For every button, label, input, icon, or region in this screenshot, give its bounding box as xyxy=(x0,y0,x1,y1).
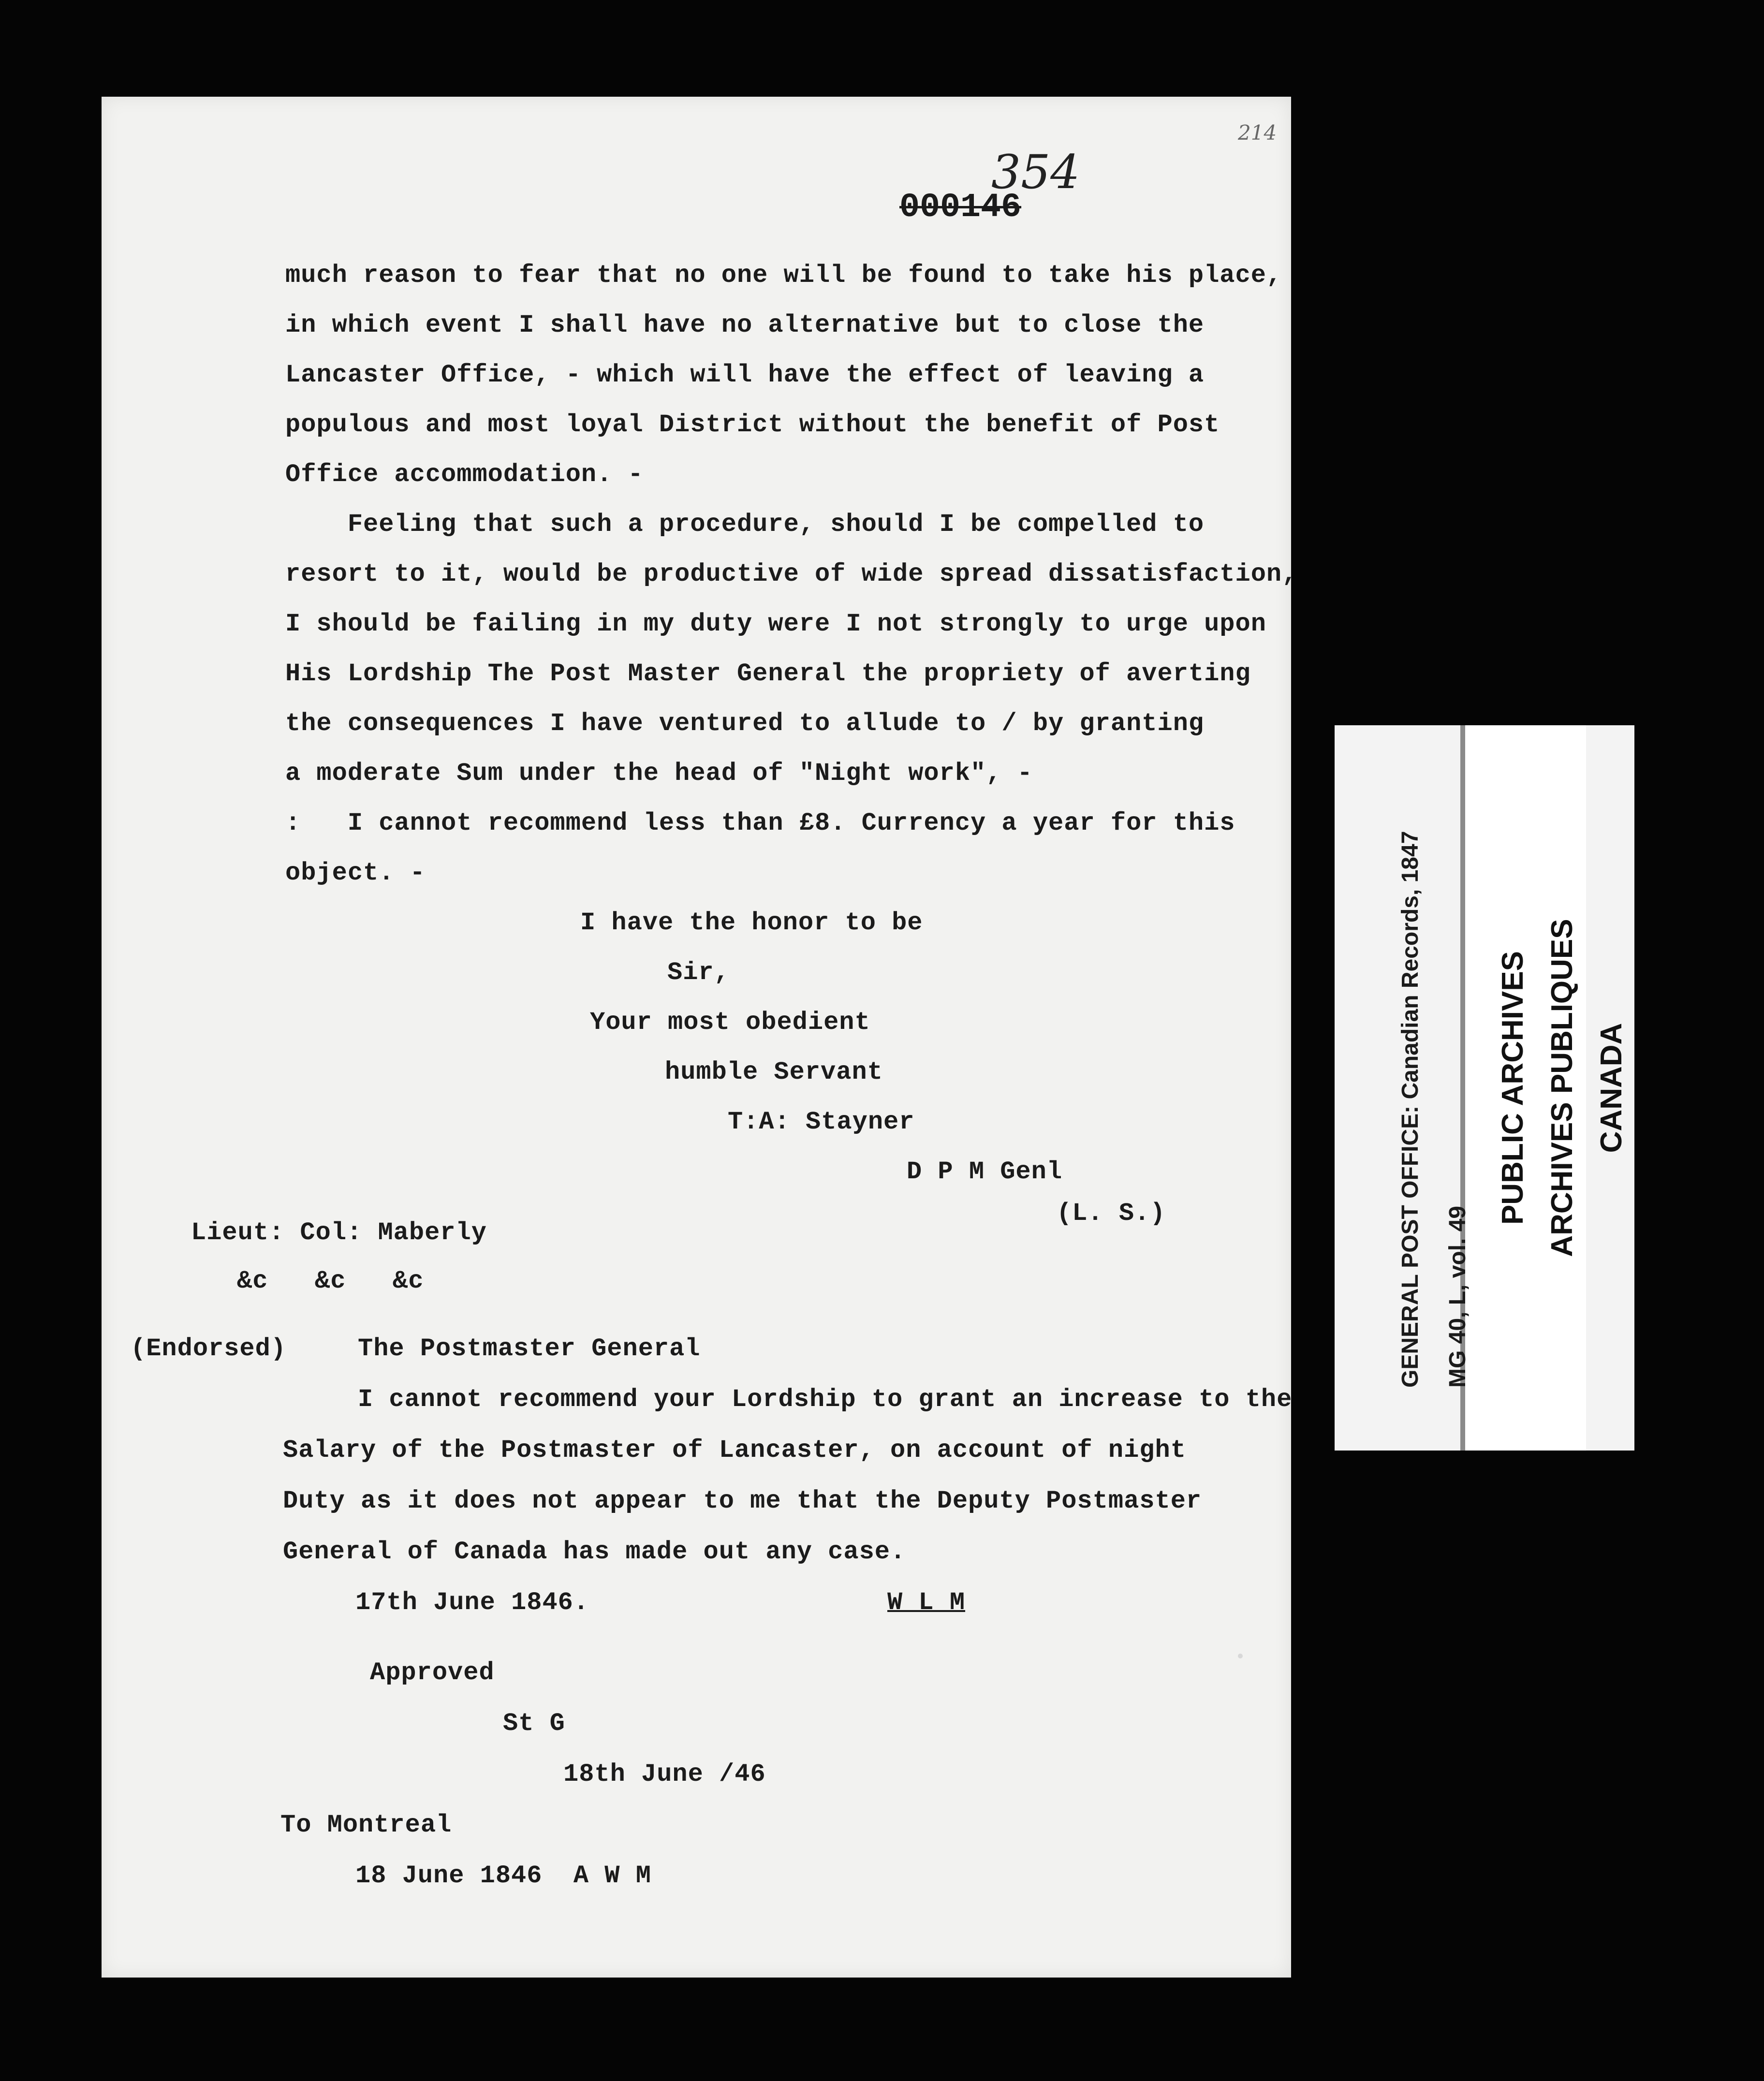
forwarding-date: 18 June 1846 A W M xyxy=(355,1861,651,1890)
approval-by: St G xyxy=(503,1709,565,1738)
signature: T:A: Stayner xyxy=(728,1108,915,1136)
signatory-title: D P M Genl xyxy=(907,1158,1063,1186)
body-line: much reason to fear that no one will be found to take his place, xyxy=(285,261,1282,290)
closing-line: Sir, xyxy=(667,958,730,987)
body-line: His Lordship The Post Master General the propriety of averting xyxy=(285,659,1251,688)
body-line: Lancaster Office, - which will have the effect of leaving a xyxy=(285,361,1205,389)
endorsement-line: Salary of the Postmaster of Lancaster, on account of night xyxy=(283,1436,1186,1465)
closing-line: I have the honor to be xyxy=(580,909,923,937)
body-line: Feeling that such a procedure, should I be compelled to xyxy=(285,510,1205,539)
seal-mark: (L. S.) xyxy=(1057,1199,1166,1228)
closing-line: humble Servant xyxy=(665,1058,883,1086)
folio-number-handwritten: 354 xyxy=(991,145,1080,199)
folio-number-struck-out: 000146 xyxy=(899,189,1022,227)
endorsement-line: Duty as it does not appear to me that the Deputy Postmaster xyxy=(283,1487,1202,1515)
document-page xyxy=(102,97,1298,1978)
collection-reference xyxy=(1378,831,1490,1388)
paper-speck xyxy=(1238,1654,1243,1658)
body-line: I should be failing in my duty were I not strongly to urge upon xyxy=(285,610,1266,638)
archive-label xyxy=(1335,725,1634,1451)
approval-word: Approved xyxy=(370,1658,495,1687)
body-line: resort to it, would be productive of wide spread dissatisfaction, xyxy=(285,560,1298,588)
institution-name xyxy=(1480,890,1645,1286)
body-line: Office accommodation. - xyxy=(285,460,644,489)
endorsement-to: The Postmaster General xyxy=(358,1334,701,1363)
body-line: object. - xyxy=(285,859,426,887)
addressee-etc: &c &c &c xyxy=(237,1267,424,1295)
body-line: the consequences I have ventured to allude to / by granting xyxy=(285,709,1205,738)
body-line: a moderate Sum under the head of "Night work", - xyxy=(285,759,1033,788)
closing-line: Your most obedient xyxy=(590,1008,870,1037)
institution-line: CANADA xyxy=(1595,1023,1628,1153)
collection-line: GENERAL POST OFFICE: Canadian Records, 1847 xyxy=(1397,831,1423,1388)
approval-date: 18th June /46 xyxy=(563,1760,766,1788)
forwarding-to: To Montreal xyxy=(280,1811,452,1839)
addressee-name: Lieut: Col: Maberly xyxy=(191,1218,487,1247)
institution-line: PUBLIC ARCHIVES xyxy=(1496,951,1529,1225)
collection-line: MG 40, L, vol. 49 xyxy=(1445,1205,1470,1388)
endorsement-initials: W L M xyxy=(887,1588,966,1617)
endorsement-label: (Endorsed) xyxy=(131,1334,287,1363)
endorsement-line: I cannot recommend your Lordship to grant an increase to the xyxy=(358,1385,1293,1414)
body-line: : I cannot recommend less than £8. Currency a year for this xyxy=(285,809,1235,837)
institution-line: ARCHIVES PUBLIQUES xyxy=(1545,919,1579,1257)
body-line: in which event I shall have no alternative but to close the xyxy=(285,311,1205,339)
endorsement-line: General of Canada has made out any case. xyxy=(283,1538,906,1566)
corner-page-number: 214 xyxy=(1238,121,1277,145)
body-line: populous and most loyal District without the benefit of Post xyxy=(285,410,1220,439)
endorsement-date: 17th June 1846. xyxy=(355,1588,589,1617)
